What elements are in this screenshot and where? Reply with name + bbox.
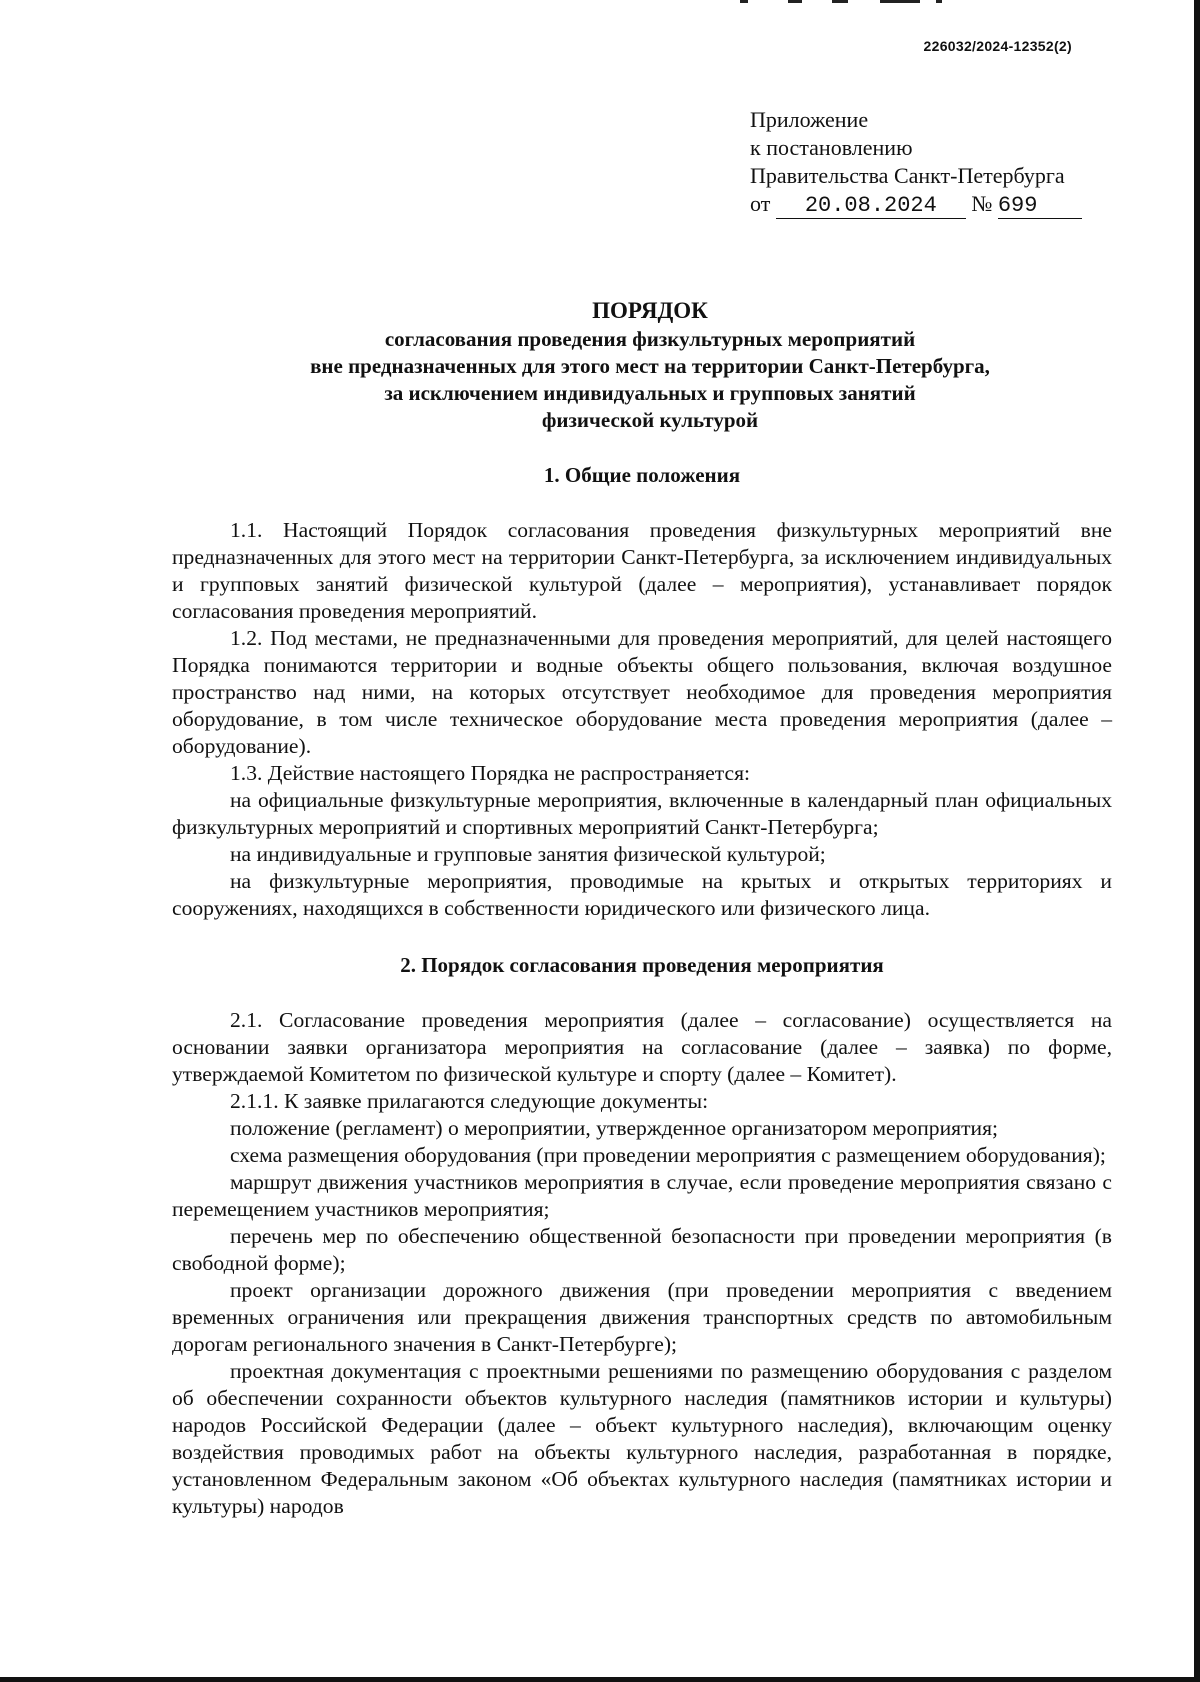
title-sub-4: физической культурой [541,408,759,432]
section-1-paragraph: на официальные физкультурные мероприятия, включенные в календарный план официальных физкультурных мероприятий и спортивных мероприятий Санкт-Петербурга; [172,788,1112,839]
number-label: № [971,191,993,216]
section-1-paragraph: 1.1. Настоящий Порядок согласования проведения физкультурных мероприятий вне предназначенных для этого мест на территории Санкт-Петербурга, за исключением индивидуальных и групповых занятий физической культурой (далее – мероприятия), устанавливает порядок согласования проведения мероприятий. [172,518,1112,623]
appendix-line-1: Приложение [750,107,869,132]
scan-edge-bottom [0,1677,1200,1682]
section-1-paragraph: на физкультурные мероприятия, проводимые на крытых и открытых территориях и сооружениях, находящихся в собственности юридического или физического лица. [172,869,1112,920]
section-2-paragraph: проектная документация с проектными решениями по размещению оборудования с разделом об обеспечении сохранности объектов культурного наследия (памятников истории и культуры) народов Российской Федерации (далее – объект культурного наследия), включающим оценку воздействия проводимых работ на объекты культурного наследия, разработанная в порядке, установленном Федеральным законом «Об объектах культурного наследия (памятниках истории и культуры) народов [172,1359,1112,1518]
scan-top-marks [740,0,980,4]
section-1-heading: 1. Общие положения [543,463,741,487]
from-label: от [750,191,771,216]
title-sub-2: вне предназначенных для этого мест на территории Санкт-Петербурга, [310,354,990,378]
section-2-paragraph: положение (регламент) о мероприятии, утвержденное организатором мероприятия; [230,1116,999,1140]
resolution-date: 20.08.2024 [776,194,966,219]
document-title [172,296,1128,434]
title-main: ПОРЯДОК [592,298,708,323]
document-number: 226032/2024-12352(2) [923,38,1072,54]
appendix-line-3: Правительства Санкт-Петербурга [750,163,1065,188]
appendix-block [750,106,1082,219]
section-1-paragraph: на индивидуальные и групповые занятия физической культурой; [230,842,826,866]
section-1-paragraph: 1.2. Под местами, не предназначенными для проведения мероприятий, для целей настоящего Порядка понимаются территории и водные объекты общего пользования, включая воздушное пространство над ними, на которых отсутствует необходимое для проведения мероприятия оборудование, в том числе техническое оборудование места проведения мероприятия (далее – оборудование). [172,626,1112,758]
section-1-paragraph: 1.3. Действие настоящего Порядка не распространяется: [230,761,751,785]
document-body [172,462,1112,1520]
resolution-number: 699 [998,194,1082,219]
section-2-paragraph: схема размещения оборудования (при проведении мероприятия с размещением оборудования); [230,1143,1106,1167]
title-sub-3: за исключением индивидуальных и групповых занятий [384,381,916,405]
appendix-line-2: к постановлению [750,135,913,160]
section-2-paragraph: 2.1.1. К заявке прилагаются следующие документы: [230,1089,709,1113]
section-2-paragraph: перечень мер по обеспечению общественной безопасности при проведении мероприятия (в свободной форме); [172,1224,1112,1275]
appendix-date-line [750,190,1082,219]
section-2-paragraph: проект организации дорожного движения (при проведении мероприятия с введением временных ограничения или прекращения движения транспортных средств по автомобильным дорогам регионального значения в Санкт-Петербурге); [172,1278,1112,1356]
scan-edge-right [1194,0,1200,1682]
section-2-heading: 2. Порядок согласования проведения мероприятия [400,953,884,977]
section-2-paragraph: 2.1. Согласование проведения мероприятия (далее – согласование) осуществляется на основании заявки организатора мероприятия на согласование (далее – заявка) по форме, утверждаемой Комитетом по физической культуре и спорту (далее – Комитет). [172,1008,1112,1086]
title-sub-1: согласования проведения физкультурных мероприятий [384,327,916,351]
section-2-paragraph: маршрут движения участников мероприятия в случае, если проведение мероприятия связано с перемещением участников мероприятия; [172,1170,1112,1221]
